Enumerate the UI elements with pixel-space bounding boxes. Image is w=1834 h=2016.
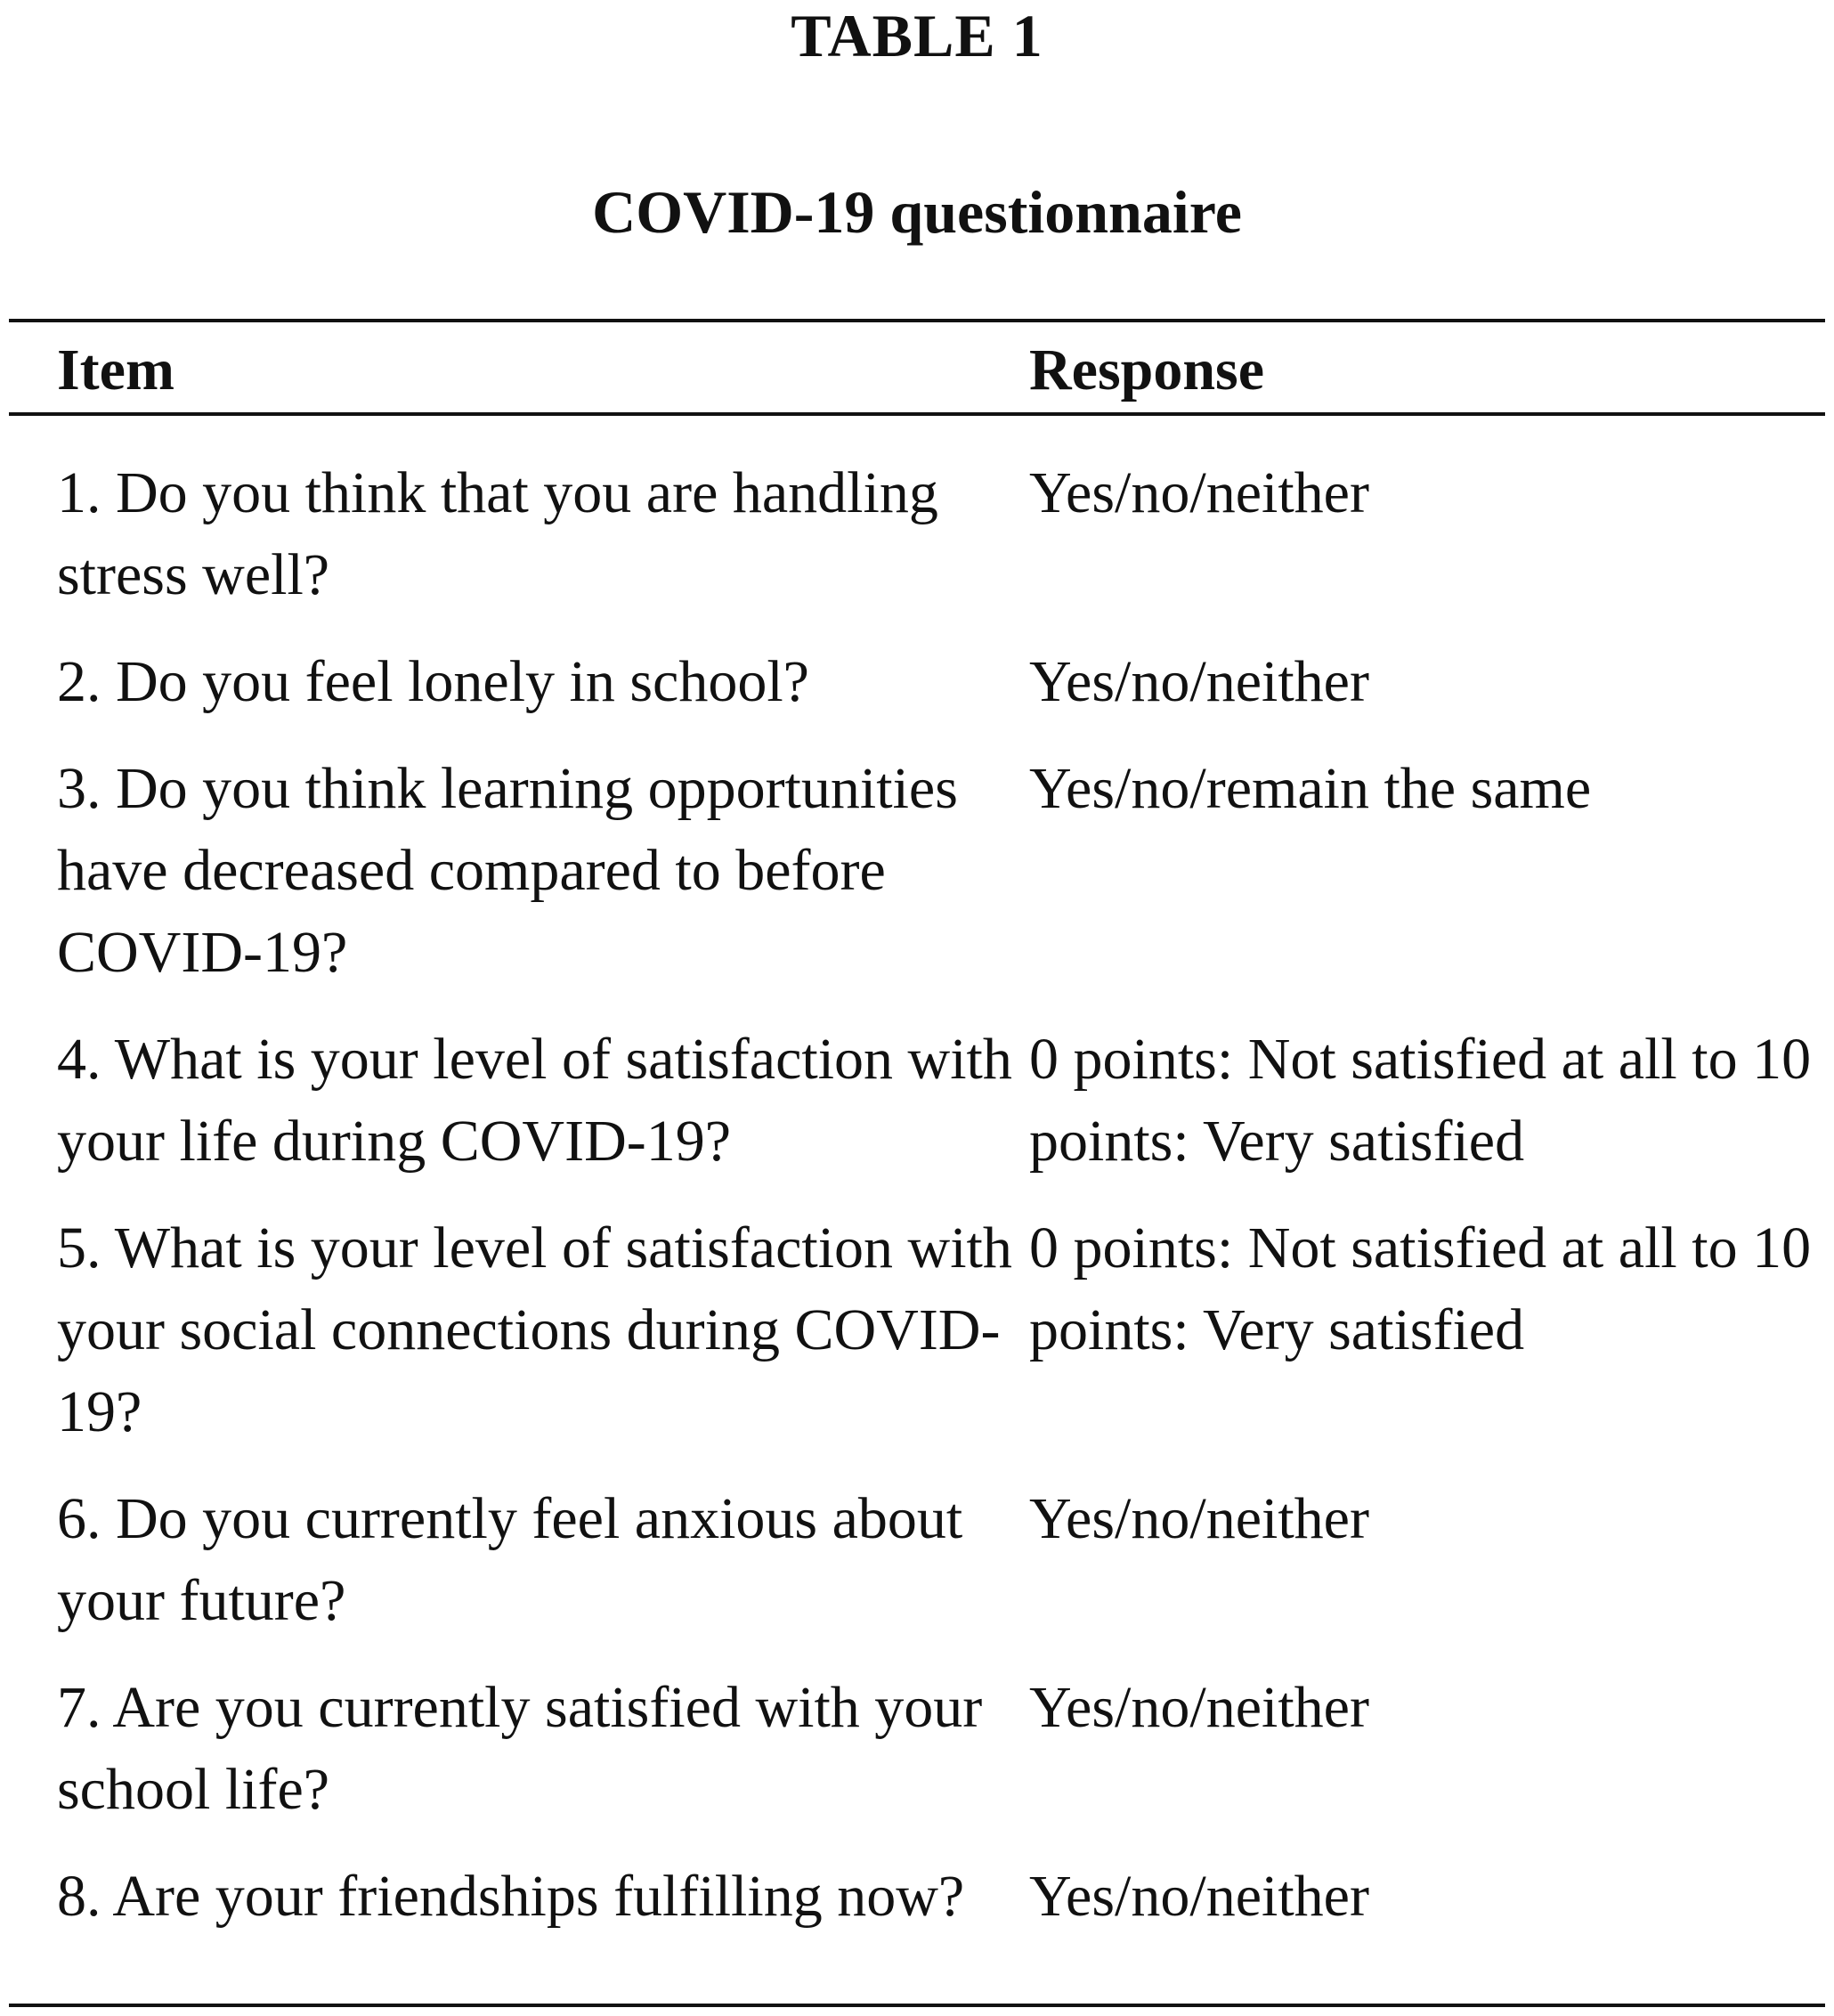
- item-cell: 4. What is your level of satisfaction with your life during COVID-19?: [57, 1027, 1012, 1174]
- header-rule: [9, 412, 1825, 416]
- response-cell: Yes/no/neither: [1029, 649, 1369, 714]
- bottom-rule: [9, 2004, 1825, 2007]
- item-cell: 2. Do you feel lonely in school?: [57, 649, 809, 714]
- response-cell: Yes/no/remain the same: [1029, 756, 1592, 821]
- top-rule: [9, 319, 1825, 322]
- column-header-item: Item: [57, 337, 174, 402]
- table-row: [0, 1207, 1834, 1453]
- table-row: [0, 748, 1834, 994]
- response-cell: Yes/no/neither: [1029, 460, 1369, 525]
- response-cell: Yes/no/neither: [1029, 1864, 1369, 1929]
- table-row: [0, 452, 1834, 616]
- item-cell: 1. Do you think that you are handling stress well?: [57, 460, 938, 607]
- response-cell: 0 points: Not satisfied at all to 10 points: Very satisfied: [1029, 1027, 1812, 1174]
- column-header-response: Response: [1029, 337, 1265, 402]
- table-row: [0, 641, 1834, 723]
- table-row: [0, 1667, 1834, 1831]
- table-body: [0, 452, 1834, 1963]
- item-cell: 7. Are you currently satisfied with your school life?: [57, 1675, 983, 1822]
- response-cell: Yes/no/neither: [1029, 1675, 1369, 1740]
- table-label: TABLE 1: [791, 2, 1043, 69]
- table-row: [0, 1856, 1834, 1938]
- item-cell: 8. Are your friendships fulfilling now?: [57, 1864, 965, 1929]
- table-row: [0, 1478, 1834, 1642]
- table-header-row: [0, 331, 1834, 410]
- item-cell: 3. Do you think learning opportunities have decreased compared to before COVID-19?: [57, 756, 958, 985]
- response-cell: Yes/no/neither: [1029, 1486, 1369, 1551]
- item-cell: 5. What is your level of satisfaction with your social connections during COVID-19?: [57, 1215, 1012, 1444]
- table-title: COVID-19 questionnaire: [592, 178, 1242, 246]
- response-cell: 0 points: Not satisfied at all to 10 points: Very satisfied: [1029, 1215, 1812, 1362]
- table-row: [0, 1019, 1834, 1183]
- item-cell: 6. Do you currently feel anxious about your future?: [57, 1486, 963, 1633]
